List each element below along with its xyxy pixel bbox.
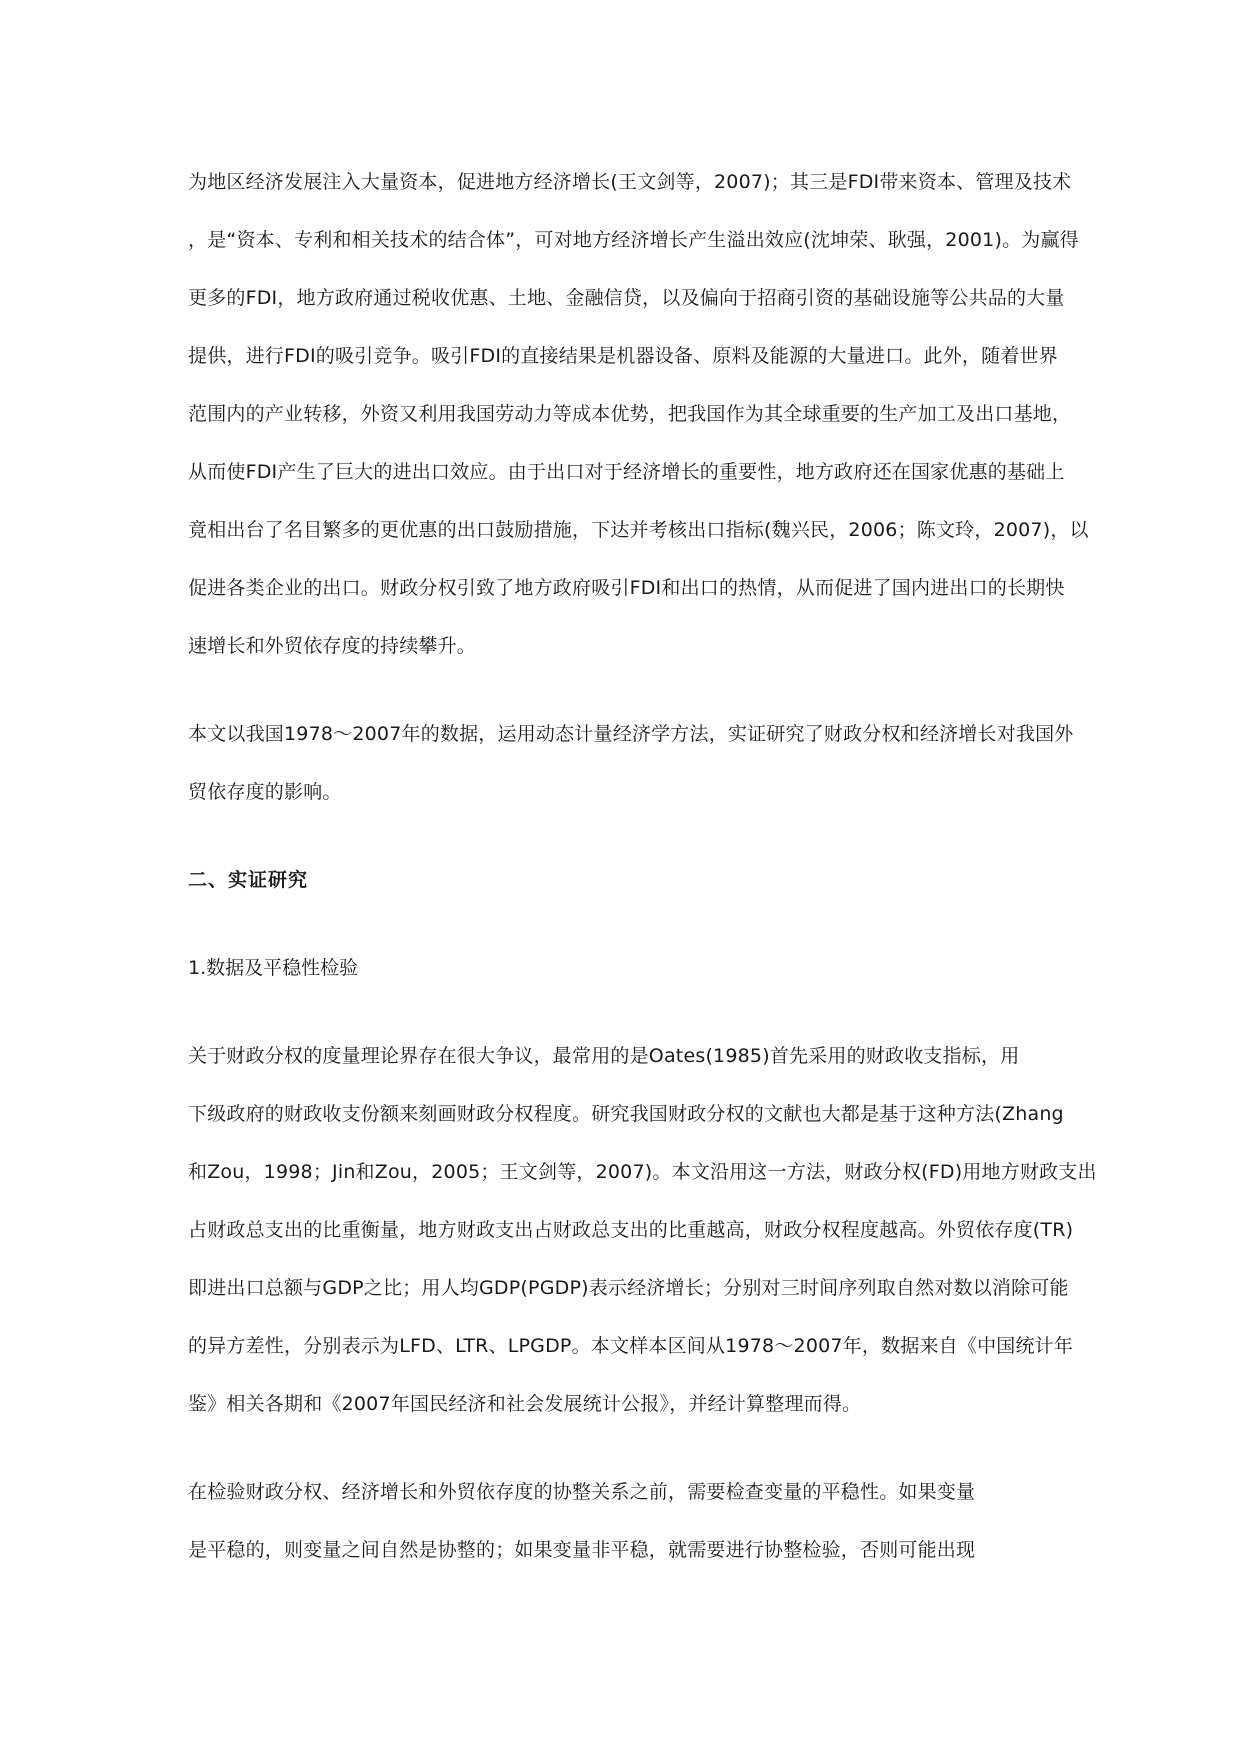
paragraph-line: 竟相出台了名目繁多的更优惠的出口鼓励措施，下达并考核出口指标(魏兴民，2006；陈文玲，2007)，以 [188, 519, 1089, 541]
paragraph-line: 速增长和外贸依存度的持续攀升。 [188, 635, 477, 657]
paragraph-line: 鉴》相关各期和《2007年国民经济和社会发展统计公报》，并经计算整理而得。 [188, 1393, 862, 1415]
paragraph-line: 从而使FDI产生了巨大的进出口效应。由于出口对于经济增长的重要性，地方政府还在国家优惠的基础上 [188, 461, 1065, 483]
paragraph-line: 关于财政分权的度量理论界存在很大争议，最常用的是Oates(1985)首先采用的财政收支指标，用 [188, 1045, 1020, 1067]
section-heading: 二、实证研究 [188, 869, 309, 891]
paragraph-line: 在检验财政分权、经济增长和外贸依存度的协整关系之前，需要检查变量的平稳性。如果变量 [188, 1481, 976, 1503]
paragraph-line: 提供，进行FDI的吸引竞争。吸引FDI的直接结果是机器设备、原料及能源的大量进口。此外，随着世界 [188, 345, 1058, 367]
paragraph-line: 和Zou，1998；Jin和Zou，2005；王文剑等，2007)。本文沿用这一方法，财政分权(FD)用地方财政支出 [188, 1161, 1097, 1183]
paragraph-line: 是平稳的，则变量之间自然是协整的；如果变量非平稳，就需要进行协整检验，否则可能出现 [188, 1539, 976, 1561]
subsection-heading: 1.数据及平稳性检验 [188, 957, 359, 979]
paragraph-line: 贸依存度的影响。 [188, 781, 342, 803]
paragraph-line: 为地区经济发展注入大量资本，促进地方经济增长(王文剑等，2007)；其三是FDI带来资本、管理及技术 [188, 171, 1072, 193]
paragraph-line: ，是“资本、专利和相关技术的结合体”，可对地方经济增长产生溢出效应(沈坤荣、耿强，2001)。为赢得 [188, 229, 1079, 251]
paragraph-line: 范围内的产业转移，外资又利用我国劳动力等成本优势，把我国作为其全球重要的生产加工及出口基地， [188, 403, 1072, 425]
paragraph-line: 下级政府的财政收支份额来刻画财政分权程度。研究我国财政分权的文献也大都是基于这种方法(Zhang [188, 1103, 1064, 1125]
paragraph-line: 即进出口总额与GDP之比；用人均GDP(PGDP)表示经济增长；分别对三时间序列取自然对数以消除可能 [188, 1277, 1069, 1299]
paragraph-line: 占财政总支出的比重衡量，地方财政支出占财政总支出的比重越高，财政分权程度越高。外贸依存度(TR) [188, 1219, 1074, 1241]
paragraph-line: 更多的FDI，地方政府通过税收优惠、土地、金融信贷，以及偏向于招商引资的基础设施等公共品的大量 [188, 287, 1065, 309]
paragraph-line: 本文以我国1978～2007年的数据，运用动态计量经济学方法，实证研究了财政分权和经济增长对我国外 [188, 723, 1074, 745]
paragraph-line: 促进各类企业的出口。财政分权引致了地方政府吸引FDI和出口的热情，从而促进了国内进出口的长期快 [188, 577, 1065, 599]
paragraph-line: 的异方差性，分别表示为LFD、LTR、LPGDP。本文样本区间从1978～2007年，数据来自《中国统计年 [188, 1335, 1074, 1357]
